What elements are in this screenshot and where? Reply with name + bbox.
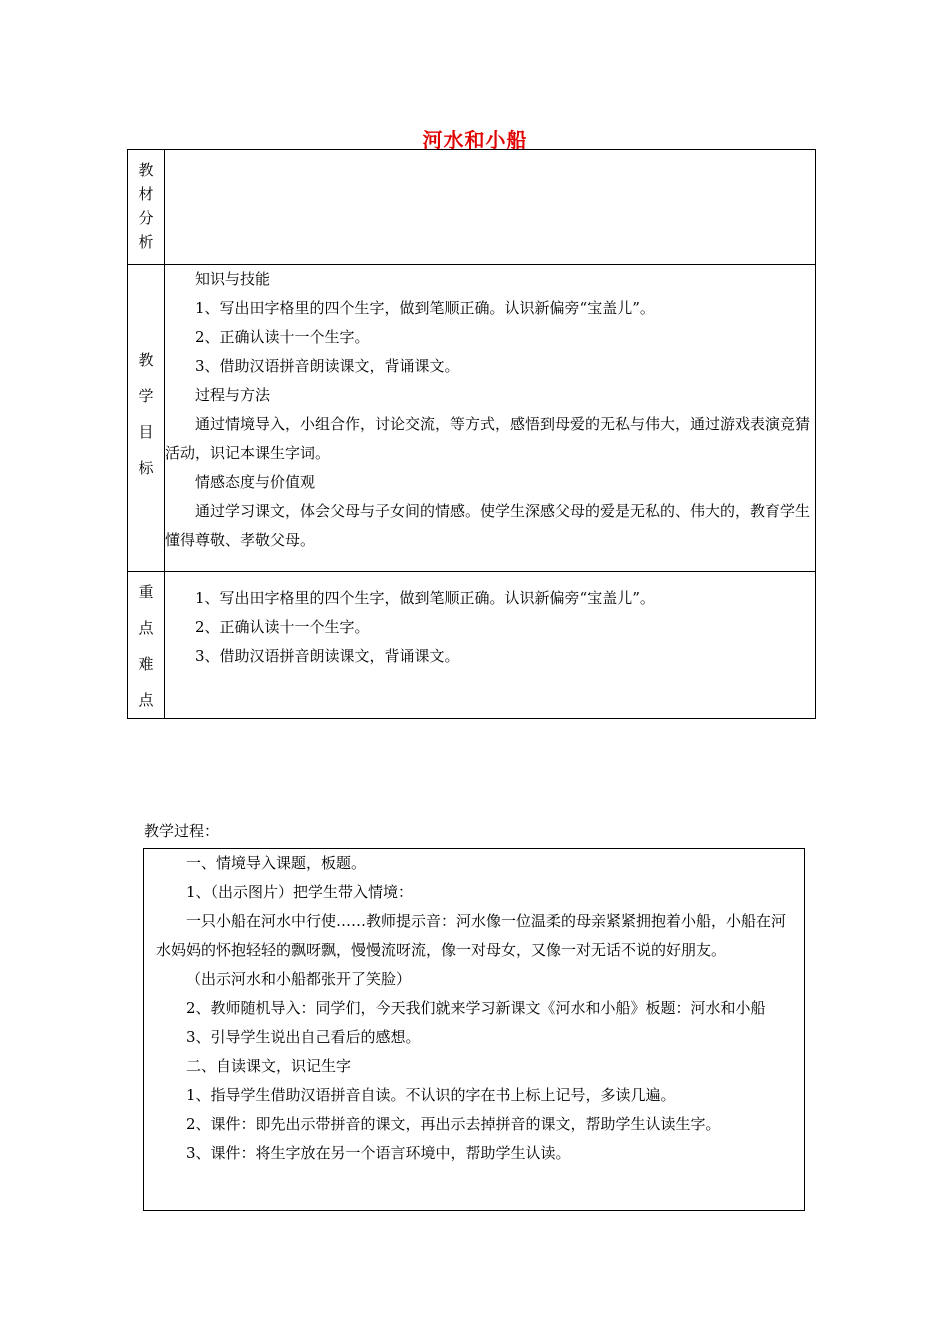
label-char: 点 — [138, 691, 154, 709]
process-line: 1、（出示图片）把学生带入情境： — [186, 883, 414, 901]
key-point-line: 2、正确认读十一个生字。 — [195, 618, 370, 636]
label-char: 点 — [138, 619, 154, 637]
process-line: 2、课件：即先出示带拼音的课文，再出示去掉拼音的课文，帮助学生认读生字。 — [186, 1115, 721, 1133]
key-points-cell — [165, 572, 816, 719]
process-line: 一、情境导入课题，板题。 — [186, 854, 367, 872]
objective-line: 通过情境导入，小组合作，讨论交流，等方式，感悟到母爱的无私与伟大，通过游戏表演竞猜活动，识记本课生字词。 — [165, 415, 811, 462]
row-label-materials — [128, 150, 165, 265]
key-point-line: 1、写出田字格里的四个生字，做到笔顺正确。认识新偏旁“宝盖儿”。 — [195, 589, 655, 607]
row-label-objectives — [128, 265, 165, 572]
objective-line: 3、借助汉语拼音朗读课文，背诵课文。 — [195, 357, 460, 375]
label-char: 学 — [138, 387, 154, 405]
materials-analysis-cell — [165, 150, 816, 265]
section-heading: 过程与方法 — [195, 386, 271, 404]
document-title: 河水和小船 — [422, 128, 528, 152]
process-line: 一只小船在河水中行使……教师提示音：河水像一位温柔的母亲紧紧拥抱着小船，小船在河水妈妈的怀抱轻轻的飘呀飘，慢慢流呀流，像一对母女，又像一对无话不说的好朋友。 — [156, 912, 787, 959]
label-char: 分 — [138, 209, 154, 227]
label-char: 材 — [138, 185, 154, 203]
process-line: 1、指导学生借助汉语拼音自读。不认识的字在书上标上记号，多读几遍。 — [186, 1086, 676, 1104]
label-char: 难 — [138, 655, 154, 673]
table-row — [128, 572, 816, 719]
label-char: 标 — [138, 459, 154, 477]
key-point-line: 3、借助汉语拼音朗读课文，背诵课文。 — [195, 647, 460, 665]
objective-line: 通过学习课文，体会父母与子女间的情感。使学生深感父母的爱是无私的、伟大的，教育学生懂得尊敬、孝敬父母。 — [165, 502, 811, 549]
section-heading: 情感态度与价值观 — [195, 473, 316, 491]
label-char: 重 — [138, 583, 154, 601]
row-label-key-points — [128, 572, 165, 719]
label-char: 目 — [138, 423, 154, 441]
objectives-cell — [165, 265, 816, 572]
section-heading: 知识与技能 — [195, 270, 271, 288]
process-line: 3、引导学生说出自己看后的感想。 — [186, 1028, 421, 1046]
process-line: （出示河水和小船都张开了笑脸） — [186, 970, 412, 988]
process-line: 3、课件：将生字放在另一个语言环境中，帮助学生认读。 — [186, 1144, 571, 1162]
label-char: 教 — [138, 161, 154, 179]
process-line: 二、自读课文，识记生字 — [186, 1057, 352, 1075]
objective-line: 1、写出田字格里的四个生字，做到笔顺正确。认识新偏旁“宝盖儿”。 — [195, 299, 655, 317]
label-char: 教 — [138, 351, 154, 369]
table-row — [128, 150, 816, 265]
objective-line: 2、正确认读十一个生字。 — [195, 328, 370, 346]
process-line: 2、教师随机导入：同学们，今天我们就来学习新课文《河水和小船》板题：河水和小船 — [186, 999, 766, 1017]
process-heading: 教学过程： — [144, 822, 220, 840]
label-char: 析 — [138, 233, 154, 251]
lesson-plan-table — [127, 149, 816, 719]
table-row — [128, 265, 816, 572]
teaching-process-box — [143, 848, 805, 1211]
